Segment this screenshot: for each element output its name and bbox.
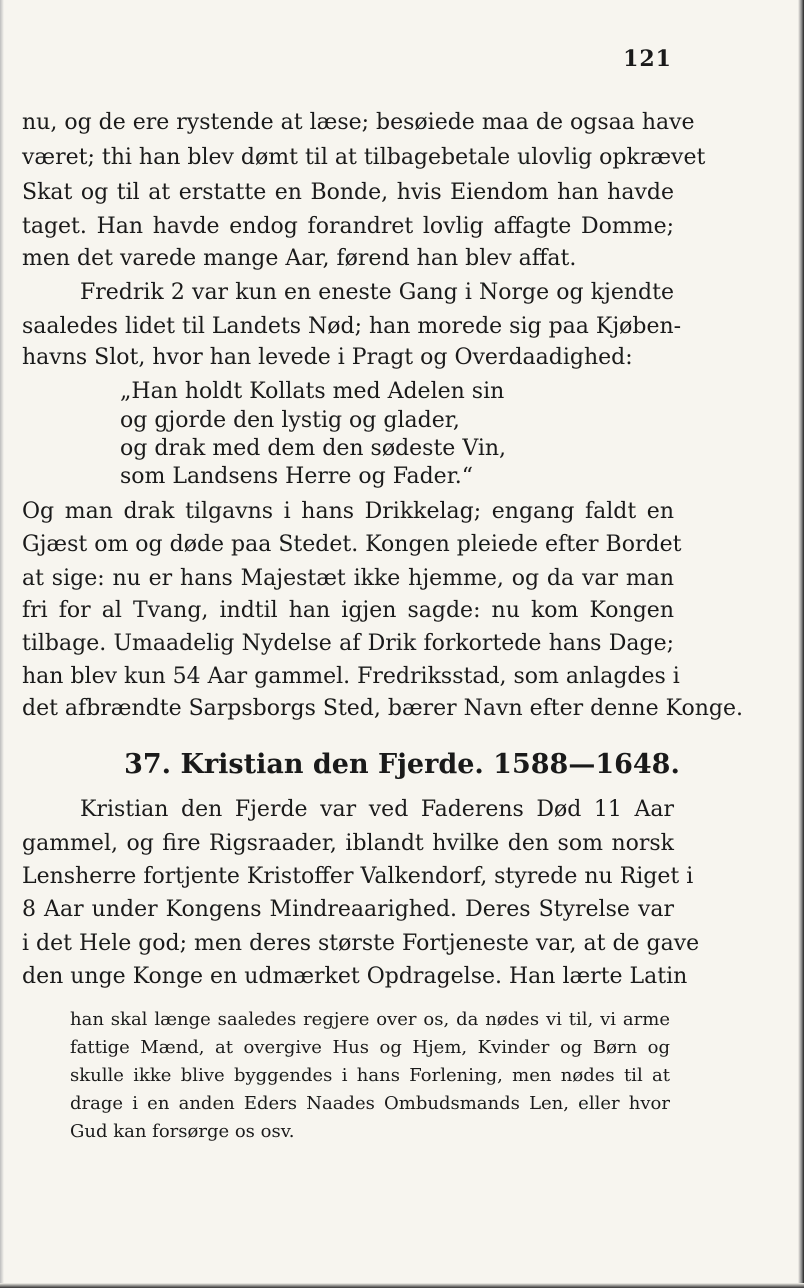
page-number: 121 [623, 46, 672, 72]
page-bottom-edge [0, 1283, 804, 1288]
footnote-line: han skal længe saaledes regjere over os, da nødes vi til, vi arme [70, 1009, 670, 1030]
paragraph-4-line: Lensherre fortjente Kristoffer Valkendorf, styrede nu Riget i [22, 864, 694, 889]
page-right-edge [798, 0, 804, 1288]
page-left-edge [0, 0, 4, 1288]
paragraph-3-line: Gjæst om og døde paa Stedet. Kongen pleiede efter Bordet [22, 532, 682, 557]
paragraph-4-line: 8 Aar under Kongens Mindreaarighed. Deres Styrelse var [22, 897, 674, 922]
paragraph-4-line: i det Hele god; men deres største Fortjeneste var, at de gave [22, 931, 700, 956]
paragraph-1-line: taget. Han havde endog forandret lovlig affagte Domme; [22, 214, 674, 239]
paragraph-4-line: den unge Konge en udmærket Opdragelse. Han lærte Latin [22, 964, 688, 989]
verse-line: „Han holdt Kollats med Adelen sin [120, 379, 505, 404]
paragraph-1-line: været; thi han blev dømt til at tilbagebetale ulovlig opkrævet [22, 145, 706, 170]
paragraph-1-line: men det varede mange Aar, førend han blev affat. [22, 246, 577, 271]
footnote-line: skulle ikke blive byggendes i hans Forlening, men nødes til at [70, 1065, 670, 1086]
paragraph-3-line: tilbage. Umaadelig Nydelse af Drik forkortede hans Dage; [22, 631, 674, 656]
verse-line: og drak med dem den sødeste Vin, [120, 436, 507, 461]
paragraph-1-line: nu, og de ere rystende at læse; besøiede maa de ogsaa have [22, 110, 695, 135]
paragraph-3-line: Og man drak tilgavns i hans Drikkelag; engang faldt en [22, 499, 674, 524]
paragraph-3-line: at sige: nu er hans Majestæt ikke hjemme, og da var man [22, 566, 674, 591]
paragraph-3-line: han blev kun 54 Aar gammel. Fredriksstad, som anlagdes i [22, 664, 680, 689]
paragraph-4-line: gammel, og fire Rigsraader, iblandt hvilke den som norsk [22, 831, 674, 856]
footnote-line: drage i en anden Eders Naades Ombudsmands Len, eller hvor [70, 1093, 670, 1114]
footnote-line: Gud kan forsørge os osv. [70, 1121, 295, 1142]
paragraph-4-line: Kristian den Fjerde var ved Faderens Død 11 Aar [80, 797, 674, 822]
paragraph-3-line: det afbrændte Sarpsborgs Sted, bærer Navn efter denne Konge. [22, 696, 743, 721]
footnote-line: fattige Mænd, at overgive Hus og Hjem, Kvinder og Børn og [70, 1037, 670, 1058]
paragraph-3-line: fri for al Tvang, indtil han igjen sagde: nu kom Kongen [22, 598, 674, 623]
paragraph-2-line: havns Slot, hvor han levede i Pragt og Overdaadighed: [22, 345, 633, 370]
paragraph-1-line: Skat og til at erstatte en Bonde, hvis Eiendom han havde [22, 180, 674, 205]
paragraph-2-line: Fredrik 2 var kun en eneste Gang i Norge og kjendte [80, 280, 674, 305]
verse-line: som Landsens Herre og Fader.“ [120, 464, 474, 489]
paragraph-2-line: saaledes lidet til Landets Nød; han morede sig paa Kjøben- [22, 314, 682, 339]
verse-line: og gjorde den lystig og glader, [120, 408, 460, 433]
section-heading: 37. Kristian den Fjerde. 1588—1648. [124, 749, 680, 780]
